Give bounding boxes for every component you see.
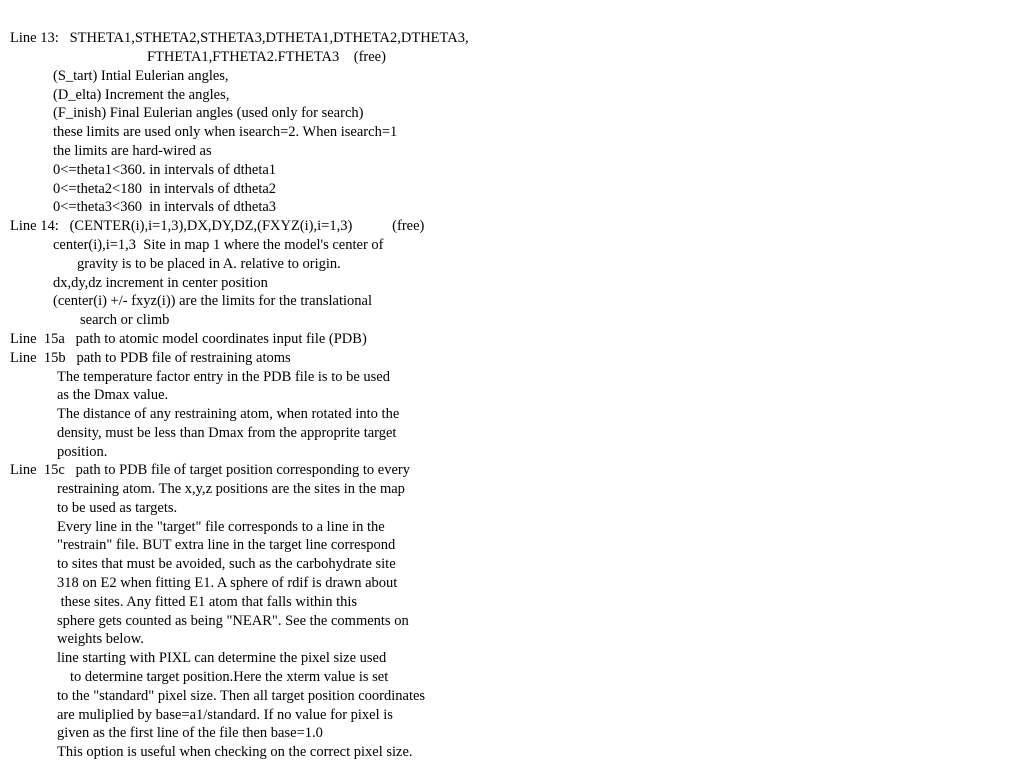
text-line: as the Dmax value. xyxy=(57,387,169,403)
line-13-header: Line 13: STHETA1,STHETA2,STHETA3,DTHETA1,DTHETA2,DTHETA3, xyxy=(10,30,469,46)
text-line: "restrain" file. BUT extra line in the target line correspond xyxy=(57,537,396,553)
line-13-continuation: FTHETA1,FTHETA2.FTHETA3 (free) xyxy=(147,49,386,65)
line-15c-header: Line 15c path to PDB file of target position corresponding to every xyxy=(10,462,411,478)
text-line: (S_tart) Intial Eulerian angles, xyxy=(53,68,229,84)
text-line: these sites. Any fitted E1 atom that falls within this xyxy=(57,594,358,610)
text-line: the limits are hard-wired as xyxy=(53,143,212,159)
text-line: center(i),i=1,3 Site in map 1 where the model's center of xyxy=(53,237,384,253)
text-line: position. xyxy=(57,444,108,460)
text-line: to be used as targets. xyxy=(57,500,178,516)
text-line: to the "standard" pixel size. Then all target position coordinates xyxy=(57,688,426,704)
text-line: Every line in the "target" file corresponds to a line in the xyxy=(57,519,385,535)
text-line: are muliplied by base=a1/standard. If no value for pixel is xyxy=(57,707,393,723)
text-line: 0<=theta1<360. in intervals of dtheta1 xyxy=(53,162,277,178)
text-line: density, must be less than Dmax from the approprite target xyxy=(57,425,397,441)
text-line: weights below. xyxy=(57,631,144,647)
text-line: 318 on E2 when fitting E1. A sphere of rdif is drawn about xyxy=(57,575,398,591)
text-line: to determine target position.Here the xterm value is set xyxy=(70,669,389,685)
text-line: restraining atom. The x,y,z positions are the sites in the map xyxy=(57,481,405,497)
text-line: gravity is to be placed in A. relative to origin. xyxy=(77,256,341,272)
text-line: sphere gets counted as being "NEAR". See the comments on xyxy=(57,613,409,629)
text-line: The temperature factor entry in the PDB file is to be used xyxy=(57,369,390,385)
text-line: 0<=theta2<180 in intervals of dtheta2 xyxy=(53,181,277,197)
text-line: This option is useful when checking on the correct pixel size. xyxy=(57,744,413,760)
text-line: to sites that must be avoided, such as the carbohydrate site xyxy=(57,556,396,572)
text-line: (center(i) +/- fxyz(i)) are the limits for the translational xyxy=(53,293,372,309)
text-line: line starting with PIXL can determine the pixel size used xyxy=(57,650,387,666)
text-line: search or climb xyxy=(80,312,170,328)
text-line: dx,dy,dz increment in center position xyxy=(53,275,268,291)
text-line: 0<=theta3<360 in intervals of dtheta3 xyxy=(53,199,277,215)
text-line: (D_elta) Increment the angles, xyxy=(53,87,230,103)
text-line: (F_inish) Final Eulerian angles (used only for search) xyxy=(53,105,364,121)
text-line: these limits are used only when isearch=2. When isearch=1 xyxy=(53,124,398,140)
text-line: The distance of any restraining atom, when rotated into the xyxy=(57,406,400,422)
text-line: given as the first line of the file then base=1.0 xyxy=(57,725,323,741)
line-15a-header: Line 15a path to atomic model coordinates input file (PDB) xyxy=(10,331,367,347)
line-15b-header: Line 15b path to PDB file of restraining atoms xyxy=(10,350,291,366)
line-14-header: Line 14: (CENTER(i),i=1,3),DX,DY,DZ,(FXYZ(i),i=1,3) (free) xyxy=(10,218,425,234)
